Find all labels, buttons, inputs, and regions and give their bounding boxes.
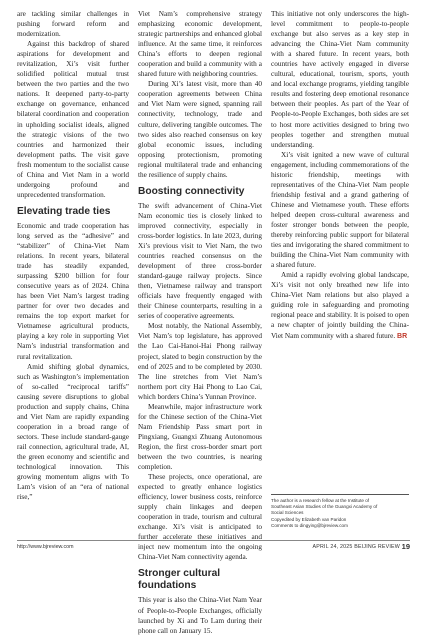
- footnote-line: Southeast Asian Studies of the Guangxi Academy of: [271, 504, 378, 510]
- end-mark: BR: [397, 332, 408, 340]
- section-heading: Elevating trade ties: [17, 205, 111, 217]
- paragraph: Against this backdrop of shared aspirations for development and revitalization, Xi’s visit further solidified political mutual trust between the two parties and the two nations. It deepened party-to-party exchange on governance, enhanced bilateral coordination and cooperation in upholding socialist ideals, aligned the strategic visions of the two countries and harmonized their development paths. The visit gave fresh momentum to the socialist cause of China and Viet Nam in a world undergoing profound and unprecedented transformation.: [17, 40, 129, 199]
- article-column-1: [17, 9, 129, 502]
- website-url[interactable]: http://www.bjreview.com: [17, 544, 74, 550]
- footnote-line: The author is a research fellow at the Institute of: [271, 498, 370, 503]
- page-number: 19: [401, 542, 410, 551]
- paragraph: This year is also the China-Viet Nam Year of People-to-People Exchanges, officially launched by Xi and To Lam during their phone call on January 15.: [138, 596, 262, 635]
- paragraph: These projects, once operational, are expected to greatly enhance logistics efficiency, lower business costs, reinforce supply chain linkages and deepen cooperation in trade, tourism and cultural exchange. Xi’s visit is anticipated to further accelerate these initiatives and inject new momentum into the ongoing China-Viet Nam connectivity agenda.: [138, 473, 262, 562]
- footnote-line: Social Sciences: [271, 510, 304, 516]
- paragraph: The swift advancement of China-Viet Nam economic ties is closely linked to improved connectivity, especially in cross-border logistics. In late 2023, during Xi’s previous visit to Viet Nam, the two countries reached consensus on the development of three cross-border standard-gauge railway projects. Since then, Vietnamese railway and transport officials have frequently engaged with their Chinese counterparts, resulting in a series of cooperative agreements.: [138, 201, 262, 321]
- footnote-line: Copyedited by Elizabeth van Paridon: [271, 516, 347, 522]
- section-heading: Boosting connectivity: [138, 185, 245, 197]
- closing-text: Amid a rapidly evolving global landscape, Xi’s visit not only breathed new life into China-Viet Nam relations but also played a guiding role in safeguarding and promoting regional peace and stability. It is poised to open a new chapter of jointly building the China-Viet Nam community with a shared future.: [271, 271, 409, 340]
- paragraph: Amid shifting global dynamics, such as Washington’s implementation of so-called “reciprocal tariffs” causing severe disruptions to global production and supply chains, China and Viet Nam are rapidly expanding cooperation in a broad range of sectors. These include standard-gauge rail connection, agricultural trade, AI, the green economy and scientific and technological innovation. This growing momentum aligns with To Lam’s vision of an “era of national rise,”: [17, 362, 129, 502]
- paragraph: are tackling similar challenges in pushing forward reform and modernization.: [17, 10, 129, 39]
- author-footnote: [271, 494, 409, 529]
- paragraph: Viet Nam’s comprehensive strategy emphasizing economic development, strategic partnerships and enhanced global influence. At the same time, it reinforces China’s efforts to deepen regional cooperation and build a community with a shared future with neighboring countries.: [138, 10, 262, 79]
- footnote-line: Comments to dingying@bjreview.com: [271, 522, 348, 528]
- paragraph: Economic and trade cooperation has long served as the “adhesive” and “stabilizer” of China-Viet Nam relations. In recent years, bilateral trade has steadily expanded, surpassing $200 billion for four consecutive years as of 2024. China has been Viet Nam’s largest trading partner for over two decades and remains the top export market for Vietnamese agricultural products, playing a key role in supporting Viet Nam’s industrial transformation and rural revitalization.: [17, 221, 129, 361]
- paragraph: During Xi’s latest visit, more than 40 cooperation agreements between China and Viet Nam were signed, spanning rail connectivity, technology, trade and culture, delivering tangible outcomes. The two sides also reached consensus on key global economic issues, including opposing protectionism, promoting regional multilateral trade and enhancing the resilience of supply chains.: [138, 80, 262, 179]
- issue-info: APRIL 24, 2025 BEIJING REVIEW: [312, 544, 400, 550]
- page-footer: [17, 540, 410, 550]
- paragraph: Xi’s visit ignited a new wave of cultural engagement, including commemorations of the historic friendship, meetings with representatives of the China-Viet Nam people friendship festival and a grand gathering of Chinese and Vietnamese youth. These efforts helped deepen cross-cultural awareness and foster stronger bonds between the people, thereby reinforcing public support for bilateral ties and invigorating the shared commitment to building the China-Viet Nam community with a shared future.: [271, 150, 409, 270]
- article-column-3: [271, 9, 409, 342]
- paragraph: Meanwhile, major infrastructure work for the Chinese section of the China-Viet Nam Friendship Pass smart port in Pingxiang, Guangxi Zhuang Autonomous Region, the first cross-border smart port between the two countries, is nearing completion.: [138, 402, 262, 472]
- paragraph: Most notably, the National Assembly, Viet Nam’s top legislature, has approved the Lao Cai-Hanoi-Hai Phong railway project, slated to begin construction by the end of 2025 and to be completed by 2030. The line stretches from Viet Nam’s northern port city Hai Phong to Lao Cai, which borders China’s Yunnan Province.: [138, 322, 262, 401]
- paragraph: This initiative not only underscores the high-level commitment to people-to-people exchange but also serves as a key step in advancing the China-Viet Nam community with a shared future. In recent years, both countries have actively engaged in diverse cultural, educational, tourism, sports, youth and local exchange programs, yielding tangible results and fostering deep emotional resonance between their peoples. As part of the Year of People-to-People Exchanges, both sides are set to host more activities designed to bring two peoples together and strengthen mutual understanding.: [271, 10, 409, 149]
- paragraph: [271, 270, 409, 341]
- section-heading: Stronger cultural foundations: [138, 568, 221, 592]
